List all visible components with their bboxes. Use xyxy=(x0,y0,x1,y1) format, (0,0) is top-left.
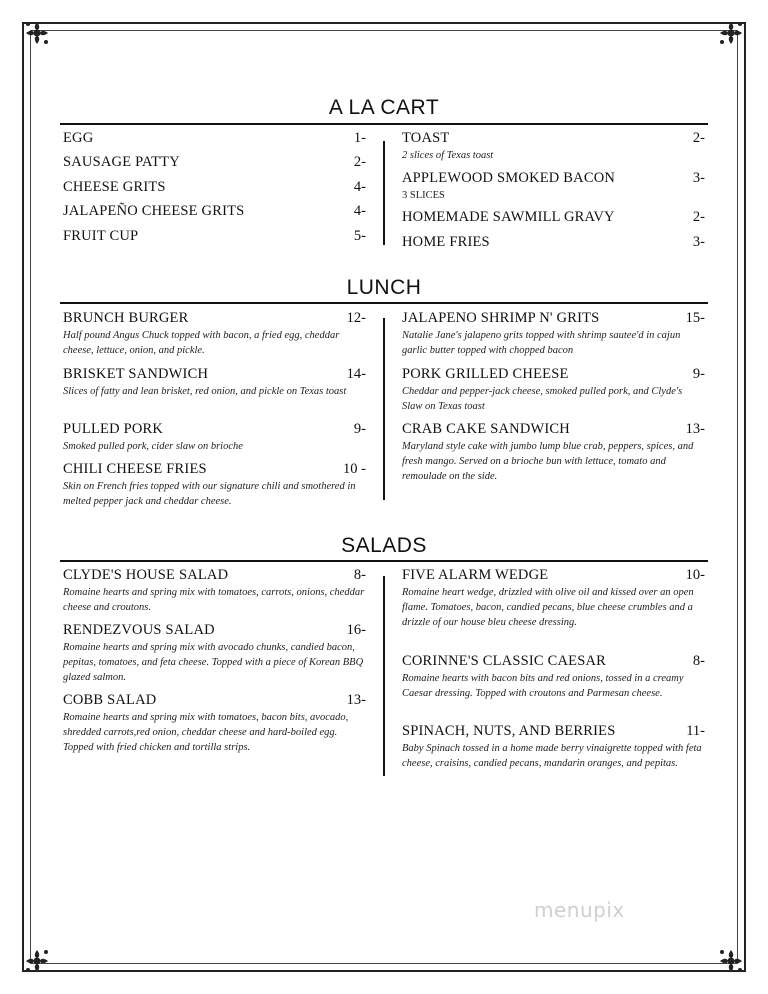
menu-item xyxy=(63,622,366,685)
item-name: SPINACH, NUTS, AND BERRIES xyxy=(402,723,616,739)
item-description: Romaine heart wedge, drizzled with olive oil and kissed over an open flame. Tomatoes, bacon, candied pecans, blue cheese crumbles and a drizzle of our house bleu cheese dressing. xyxy=(402,587,694,628)
item-name: BRISKET SANDWICH xyxy=(63,366,209,382)
item-price: 5- xyxy=(353,228,366,244)
item-description: 3 SLICES xyxy=(402,190,445,201)
item-name: CLYDE'S HOUSE SALAD xyxy=(63,567,229,583)
menu-item xyxy=(63,567,366,615)
item-description: Romaine hearts and spring mix with avocado chunks, candied bacon, pepitas, tomatoes, and feta cheese. Topped with a piece of Korean BBQ glazed salmon. xyxy=(63,642,364,683)
item-description: 2 slices of Texas toast xyxy=(402,150,494,161)
item-price: 8- xyxy=(353,567,366,583)
menu-item xyxy=(63,203,366,220)
section-title-lunch: LUNCH xyxy=(346,276,422,299)
item-name: PORK GRILLED CHEESE xyxy=(402,366,569,382)
menu-item xyxy=(63,366,366,399)
menu-item xyxy=(63,228,366,245)
item-price: 3- xyxy=(692,170,705,186)
item-name: BRUNCH BURGER xyxy=(63,310,189,326)
column-divider xyxy=(383,318,385,500)
item-name: SAUSAGE PATTY xyxy=(63,154,180,170)
menu-item xyxy=(63,310,366,358)
item-name: RENDEZVOUS SALAD xyxy=(63,622,215,638)
item-name: CRAB CAKE SANDWICH xyxy=(402,421,570,437)
menu-item xyxy=(63,461,366,509)
menu-item xyxy=(63,130,366,147)
item-name: FIVE ALARM WEDGE xyxy=(402,567,549,583)
item-name: CHEESE GRITS xyxy=(63,179,166,195)
corner-flourish-icon xyxy=(716,18,746,48)
corner-flourish-icon xyxy=(716,946,746,976)
item-price: 4- xyxy=(353,179,366,195)
item-name: PULLED PORK xyxy=(63,421,164,437)
item-price: 10 - xyxy=(343,461,366,477)
menu-item xyxy=(63,179,366,196)
item-price: 8- xyxy=(692,653,705,669)
menu-item xyxy=(402,234,705,251)
item-description: Cheddar and pepper-jack cheese, smoked pulled pork, and Clyde's Slaw on Texas toast xyxy=(402,386,683,412)
menu-item xyxy=(402,723,705,771)
item-description: Maryland style cake with jumbo lump blue crab, peppers, spices, and fresh mango. Served on a brioche bun with lettuce, tomato and remoulade on the side. xyxy=(402,441,694,482)
corner-flourish-icon xyxy=(22,18,52,48)
item-price: 1- xyxy=(353,130,366,146)
item-price: 2- xyxy=(692,209,705,225)
item-price: 2- xyxy=(353,154,366,170)
item-name: FRUIT CUP xyxy=(63,228,139,244)
item-price: 13- xyxy=(346,692,366,708)
menu-item xyxy=(402,130,705,163)
item-price: 12- xyxy=(346,310,366,326)
item-price: 9- xyxy=(353,421,366,437)
menu-item xyxy=(63,421,366,454)
column-divider xyxy=(383,141,385,245)
section-rule xyxy=(60,560,708,562)
column-divider xyxy=(383,576,385,776)
menu-item xyxy=(402,170,705,203)
menu-item xyxy=(402,567,705,630)
item-name: HOME FRIES xyxy=(402,234,490,250)
item-name: JALAPEÑO CHEESE GRITS xyxy=(63,203,245,219)
menu-item xyxy=(402,310,705,358)
item-description: Smoked pulled pork, cider slaw on brioche xyxy=(63,441,243,452)
item-name: APPLEWOOD SMOKED BACON xyxy=(402,170,616,186)
item-name: CORINNE'S CLASSIC CAESAR xyxy=(402,653,607,669)
menupix-watermark: menupix xyxy=(534,898,625,922)
section-title-a-la-cart: A LA CART xyxy=(328,96,440,119)
item-description: Natalie Jane's jalapeno grits topped with shrimp sautee'd in cajun garlic butter topped with chopped bacon xyxy=(402,330,681,356)
section-title-salads: SALADS xyxy=(341,534,427,557)
item-name: HOMEMADE SAWMILL GRAVY xyxy=(402,209,615,225)
menu-item xyxy=(402,366,705,414)
item-description: Baby Spinach tossed in a home made berry vinaigrette topped with feta cheese, craisins, candied pecans, mandarin oranges, and pepitas. xyxy=(402,743,702,769)
item-name: CHILI CHEESE FRIES xyxy=(63,461,207,477)
menu-item xyxy=(402,421,705,484)
item-description: Romaine hearts and spring mix with tomatoes, carrots, onions, cheddar cheese and croutons. xyxy=(63,587,365,613)
corner-flourish-icon xyxy=(22,946,52,976)
item-price: 2- xyxy=(692,130,705,146)
item-description: Slices of fatty and lean brisket, red onion, and pickle on Texas toast xyxy=(63,386,347,397)
item-name: JALAPENO SHRIMP N' GRITS xyxy=(402,310,600,326)
item-price: 15- xyxy=(685,310,705,326)
section-rule xyxy=(60,123,708,125)
menu-item xyxy=(63,154,366,171)
item-name: COBB SALAD xyxy=(63,692,157,708)
menu-item xyxy=(402,209,705,226)
item-price: 14- xyxy=(346,366,366,382)
item-price: 16- xyxy=(346,622,366,638)
item-description: Romaine hearts and spring mix with tomatoes, bacon bits, avocado, shredded carrots,red onion, cheddar cheese and hard-boiled egg. Topped with fried chicken and tortilla strips. xyxy=(63,712,349,753)
item-price: 4- xyxy=(353,203,366,219)
item-description: Half pound Angus Chuck topped with bacon, a fried egg, cheddar cheese, lettuce, onion, and pickle. xyxy=(63,330,340,356)
item-price: 10- xyxy=(685,567,705,583)
item-description: Romaine hearts with bacon bits and red onions, tossed in a creamy Caesar dressing. Topped with croutons and Parmesan cheese. xyxy=(402,673,684,699)
item-description: Skin on French fries topped with our signature chili and smothered in melted pepper jack and cheddar cheese. xyxy=(63,481,356,507)
item-price: 9- xyxy=(692,366,705,382)
item-price: 11- xyxy=(686,723,705,739)
menu-item xyxy=(402,653,705,701)
item-price: 13- xyxy=(685,421,705,437)
item-name: EGG xyxy=(63,130,94,146)
section-rule xyxy=(60,302,708,304)
item-price: 3- xyxy=(692,234,705,250)
menu-item xyxy=(63,692,366,755)
item-name: TOAST xyxy=(402,130,450,146)
